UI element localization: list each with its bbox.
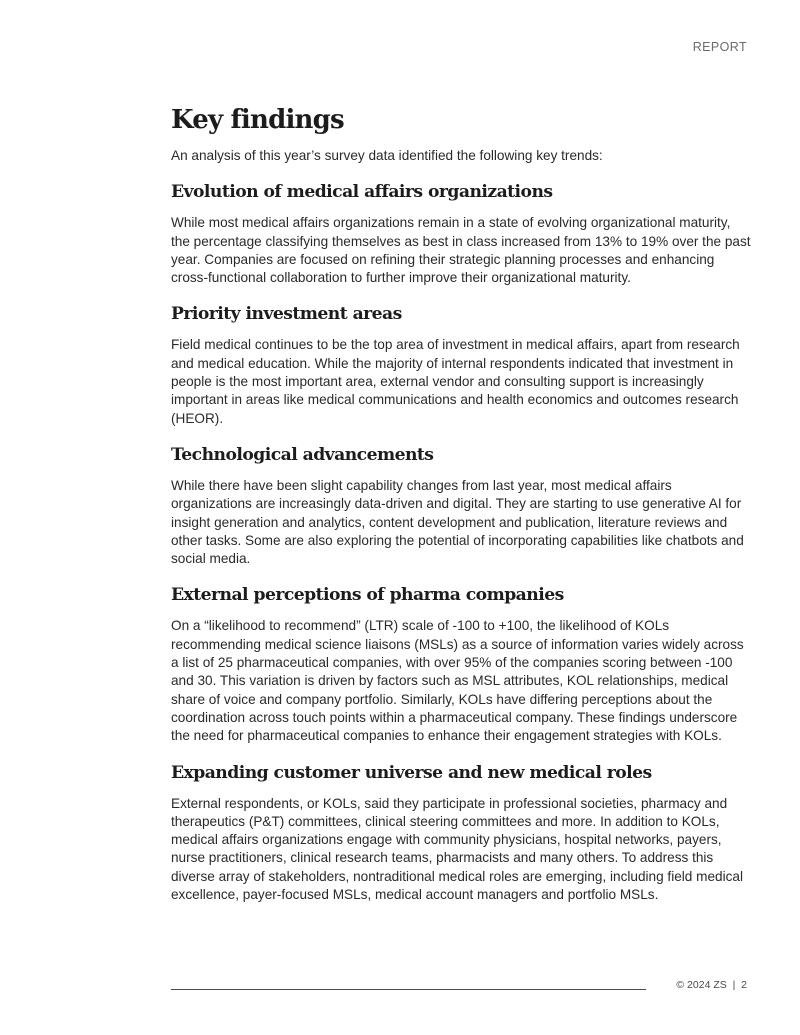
footer-copyright-page-number: © 2024 ZS | 2 <box>676 979 747 991</box>
report-label: REPORT <box>692 40 747 54</box>
section-heading: Priority investment areas <box>171 304 402 325</box>
section-heading: Expanding customer universe and new medical roles <box>171 762 652 783</box>
section-body: While there have been slight capability changes from last year, most medical affairs organizations are increasingly data-driven and digital. They are starting to use generative AI for insight generation and analytics, content development and publication, literature reviews and other tasks. Some are also exploring the potential of incorporating capabilities like chatbots and social media. <box>171 477 744 567</box>
section-heading: External perceptions of pharma companies <box>171 585 564 606</box>
section-external-perceptions <box>171 583 751 745</box>
section-body: Field medical continues to be the top area of investment in medical affairs, apart from research and medical education. While the majority of internal respondents indicated that investment in people is the most important area, external vendor and consulting support is increasingly important in areas like medical communications and health economics and outcomes research (HEOR). <box>171 337 740 426</box>
section-body: On a “likelihood to recommend” (LTR) scale of -100 to +100, the likelihood of KOLs recommending medical science liaisons (MSLs) as a source of information varies widely across a list of 25 pharmaceutical companies, with over 95% of the companies scoring between -100 and 30. This variation is driven by factors such as MSL attributes, KOL relationships, medical share of voice and company portfolio. Similarly, KOLs have differing perceptions about the coordination across touch points within a pharmaceutical company. These findings underscore the need for pharmaceutical companies to enhance their engagement strategies with KOLs. <box>171 618 744 744</box>
section-body: While most medical affairs organizations remain in a state of evolving organizational maturity, the percentage classifying themselves as best in class increased from 13% to 19% over the past year. Companies are focused on refining their strategic planning processes and enhancing cross-functional collaboration to further improve their organizational maturity. <box>171 215 751 286</box>
footer-divider <box>171 989 646 990</box>
intro-text: An analysis of this year’s survey data identified the following key trends: <box>171 148 603 163</box>
section-priority-investment <box>171 302 751 427</box>
section-customer-universe <box>171 761 751 905</box>
section-technology <box>171 443 751 568</box>
main-content <box>171 100 751 904</box>
page-title: Key findings <box>171 105 344 135</box>
section-heading: Evolution of medical affairs organizations <box>171 182 553 203</box>
section-evolution <box>171 180 751 287</box>
section-heading: Technological advancements <box>171 444 434 465</box>
section-body: External respondents, or KOLs, said they participate in professional societies, pharmacy and therapeutics (P&T) committees, clinical steering committees and more. In addition to KOLs, medical affairs organizations engage with community physicians, hospital networks, payers, nurse practitioners, clinical research teams, pharmacists and many others. To address this diverse array of stakeholders, nontraditional medical roles are emerging, including field medical excellence, payer-focused MSLs, medical account managers and portfolio MSLs. <box>171 795 743 903</box>
